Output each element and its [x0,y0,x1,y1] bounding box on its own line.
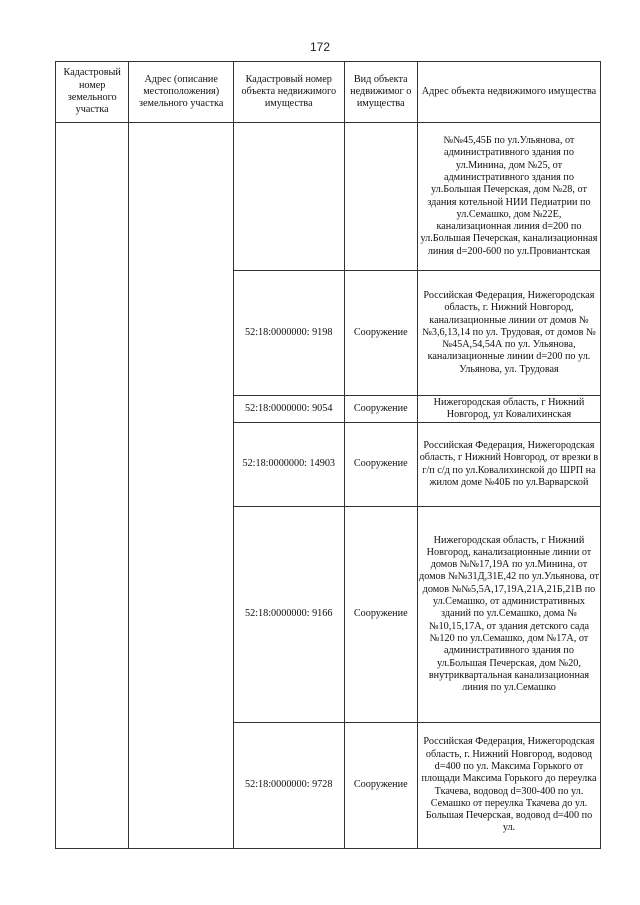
cadastral-number-cell: 52:18:0000000: 14903 [233,423,344,507]
property-type-cell: Сооружение [344,423,417,507]
page-number: 172 [309,40,331,54]
property-address-cell: Российская Федерация, Нижегородская область, г. Нижний Новгород, водовод d=400 по ул. Максима Горького от площади Максима Горького до переулка Ткачева, водовод d=300-400 по ул. Семашко от переулка Ткачева до ул. Большая Печерская, водовод d=400 по ул. [417,723,600,849]
property-address-cell: Российская Федерация, Нижегородская область, г. Нижний Новгород, канализационные линии от домов №№3,6,13,14 по ул. Трудовая, от домов №№45А,54,54А по ул. Ульянова, канализационные линии d=200 по ул. Ульянова, ул. Трудовая [417,271,600,396]
table-row [56,123,601,271]
header-land-address: Адрес (описание местоположения) земельного участка [129,62,234,123]
property-address-cell: №№45,45Б по ул.Ульянова, от административного здания по ул.Минина, дом №25, от административного здания по ул.Большая Печерская, дом №28, от здания котельной НИИ Педиатрии по ул.Семашко, дом №22Е, канализационная линия d=200 по ул.Большая Печерская, канализационная линия d=200-600 по ул.Провиантская [417,123,600,271]
table-header-row [56,62,601,123]
property-address-cell: Нижегородская область, г Нижний Новгород, канализационные линии от домов №№17,19А по ул.Минина, от домов №№31Д,31Е,42 по ул.Ульянова, от домов №№5,5А,17,19А,21А,21Б,21В по ул.Семашко, от административных зданий по ул.Семашко, дома №№10,15,17А, от здания детского сада №120 по ул.Семашко, дом №17А, от административного здания по ул.Большая Печерская, дом №20, внутриквартальная канализационная линия по ул.Семашко [417,507,600,723]
property-type-cell [344,123,417,271]
cadastral-number-cell [233,123,344,271]
property-type-cell: Сооружение [344,723,417,849]
cadastral-number-cell: 52:18:0000000: 9166 [233,507,344,723]
header-property-address: Адрес объекта недвижимого имущества [417,62,600,123]
cadastral-number-cell: 52:18:0000000: 9728 [233,723,344,849]
header-land-cadastral-number: Кадастровый номер земельного участка [56,62,129,123]
property-type-cell: Сооружение [344,271,417,396]
cadastral-number-cell: 52:18:0000000: 9054 [233,396,344,423]
header-property-type: Вид объекта недвижимог о имущества [344,62,417,123]
property-address-cell: Российская Федерация, Нижегородская область, г Нижний Новгород, от врезки в г/п с/д по ул.Ковалихинской до ШРП на жилом доме №40Б по ул.Варварской [417,423,600,507]
cadastral-number-cell: 52:18:0000000: 9198 [233,271,344,396]
property-type-cell: Сооружение [344,396,417,423]
header-property-cadastral-number: Кадастровый номер объекта недвижимого имущества [233,62,344,123]
property-table [55,61,601,849]
property-type-cell: Сооружение [344,507,417,723]
property-address-cell: Нижегородская область, г Нижний Новгород, ул Ковалихинская [417,396,600,423]
land-address-cell [129,123,234,849]
land-cadastral-cell [56,123,129,849]
